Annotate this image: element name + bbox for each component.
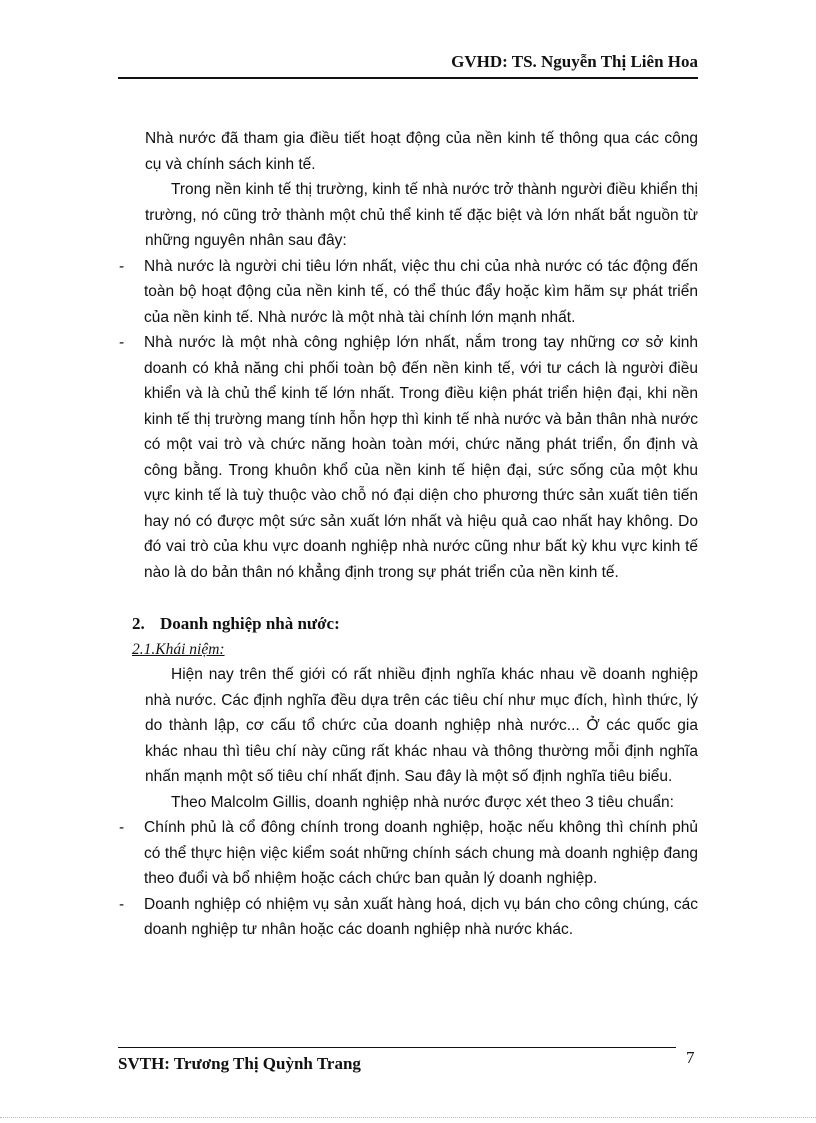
list-item-text: Chính phủ là cổ đông chính trong doanh nghiệp, hoặc nếu không thì chính phủ có thể thực hiện việc kiểm soát những chính sách chung mà doanh nghiệp đang theo đuổi và bổ nhiệm hoặc cách chức ban quản lý doanh nghiệp. [144, 819, 698, 887]
list-item [119, 254, 698, 331]
section-title: Doanh nghiệp nhà nước: [160, 614, 340, 633]
dash-bullet: - [119, 334, 125, 351]
footer-rule [118, 1047, 676, 1048]
section-number: 2. [132, 614, 145, 633]
subsection-heading-line [132, 637, 698, 663]
header-supervisor: GVHD: TS. Nguyễn Thị Liên Hoa [451, 52, 698, 71]
footer-student: SVTH: Trương Thị Quỳnh Trang [118, 1054, 361, 1073]
list-item-text: Nhà nước là người chi tiêu lớn nhất, việc thu chi của nhà nước có tác động đến toàn bộ hoạt động của nền kinh tế, có thể thúc đẩy hoặc kìm hãm sự phát triển của nền kinh tế. Nhà nước là một nhà tài chính lớn mạnh nhất. [144, 257, 698, 326]
dash-bullet: - [119, 257, 125, 275]
list-item-text: Nhà nước là một nhà công nghiệp lớn nhất, nắm trong tay những cơ sở kinh doanh có khả năng chi phối toàn bộ đến nền kinh tế, với tư cách là người điều khiển và là chủ thể kinh tế lớn nhất. Trong điều kiện phát triển hiện đại, khi nền kinh tế thị trường mang tính hỗn hợp thì kinh tế nhà nước và bản thân nhà nước có một vai trò và chức năng hoàn toàn mới, chức năng phát triển, ổn định và công bằng. Trong khuôn khổ của nền kinh tế hiện đại, sức sống của một khu vực kinh tế là tuỳ thuộc vào chỗ nó đại diện cho phương thức sản xuất tiên tiến hay nó có được một sức sản xuất lớn nhất và hiệu quả cao nhất hay không. Do đó vai trò của khu vực doanh nghiệp nhà nước cũng như bất kỳ khu vực kinh tế nào là do bản thân nó khẳng định trong sự phát triển của nền kinh tế. [144, 334, 698, 581]
header-rule [118, 77, 698, 79]
section-heading [132, 611, 698, 637]
paragraph: Hiện nay trên thế giới có rất nhiều định nghĩa khác nhau về doanh nghiệp nhà nước. Các định nghĩa đều dựa trên các tiêu chí như mục đích, hình thức, lý do thành lập, cơ cấu tổ chức của doanh nghiệp nhà nước... Ở các quốc gia khác nhau thì tiêu chí này cũng rất khác nhau và thông thường mỗi định nghĩa nhấn mạnh một số tiêu chí nhất định. Sau đây là một số định nghĩa tiêu biểu. [145, 666, 698, 785]
dash-bullet: - [119, 895, 125, 913]
list-item [119, 330, 698, 585]
list-item [119, 892, 698, 943]
page-edge-divider [0, 1117, 816, 1118]
page-number: 7 [686, 1048, 695, 1067]
subsection-heading: 2.1.Khái niệm: [132, 640, 225, 658]
list-item-text: Doanh nghiệp có nhiệm vụ sản xuất hàng hoá, dịch vụ bán cho công chúng, các doanh nghiệp tư nhân hoặc các doanh nghiệp nhà nước khác. [144, 895, 698, 938]
paragraph: Trong nền kinh tế thị trường, kinh tế nhà nước trở thành người điều khiển thị trường, nó cũng trở thành một chủ thể kinh tế đặc biệt và lớn nhất bắt nguồn từ những nguyên nhân sau đây: [145, 181, 698, 249]
list-item [119, 815, 698, 892]
paragraph: Nhà nước đã tham gia điều tiết hoạt động của nền kinh tế thông qua các công cụ và chính sách kinh tế. [145, 130, 698, 173]
paragraph: Theo Malcolm Gillis, doanh nghiệp nhà nước được xét theo 3 tiêu chuẩn: [171, 793, 674, 811]
document-body [119, 126, 698, 943]
dash-bullet: - [119, 819, 125, 836]
